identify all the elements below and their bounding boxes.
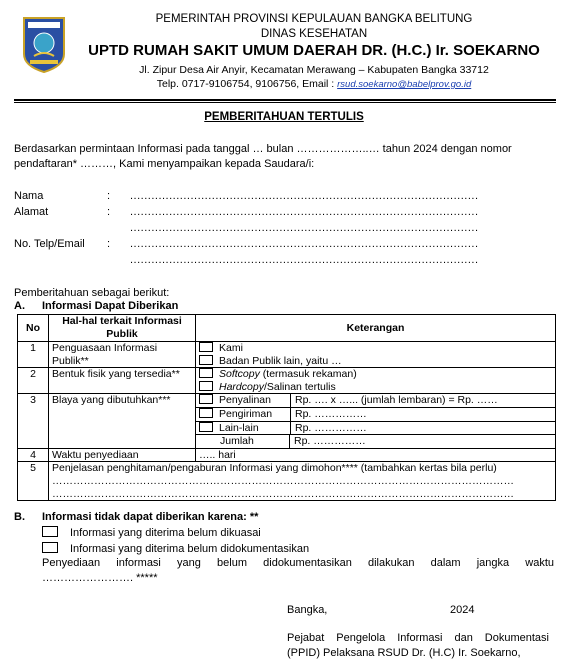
intro-line-2: pendaftaran* ………, Kami menyampaikan kepada Saudara/i: — [14, 158, 315, 170]
field-nama-dots[interactable]: .................................................................................................. — [130, 190, 479, 202]
field-telp-dots-1[interactable]: .................................................................................................. — [130, 238, 479, 250]
sign-line-1: Pejabat Pengelola Informasi dan Dokumentasi — [287, 632, 549, 644]
field-nama-colon: : — [107, 190, 111, 202]
checkbox-badan-publik-lain[interactable] — [199, 355, 213, 365]
row-2-softcopy: Softcopy — [219, 368, 260, 381]
checkbox-softcopy[interactable] — [199, 368, 213, 378]
row-5-cell — [49, 462, 556, 501]
table-head-ket: Keterangan — [196, 315, 556, 342]
cost-row-jumlah — [196, 435, 555, 448]
section-b-text-2: ……………………. ***** — [42, 572, 158, 584]
field-telp-label: No. Telp/Email — [14, 238, 85, 250]
row-3-hal: Blaya yang dibutuhkan*** — [49, 394, 196, 448]
section-a-title: Informasi Dapat Diberikan — [42, 300, 179, 312]
section-b-option-1 — [42, 526, 261, 539]
row-1-ket — [196, 342, 556, 368]
row-1-option-2-label: Badan Publik lain, yaitu … — [219, 354, 342, 367]
field-alamat-dots-2[interactable]: .................................................................................................. — [130, 222, 479, 234]
row-3-no: 3 — [18, 394, 49, 448]
cost-value-penyalinan: Rp. …. x …... (jumlah lembaran) = Rp. …… — [295, 394, 498, 407]
checkbox-hardcopy[interactable] — [199, 381, 213, 391]
header-rule-thin — [14, 102, 556, 103]
header-phone: Telp. 0717-9106754, 9106756, Email : — [156, 78, 335, 90]
row-5-no: 5 — [18, 462, 49, 501]
field-telp-colon: : — [107, 238, 111, 250]
cost-value-pengiriman: Rp. …………… — [295, 407, 367, 420]
section-a-letter: A. — [14, 300, 25, 312]
section-b-title: Informasi tidak dapat diberikan karena: ** — [42, 511, 259, 523]
field-alamat-label: Alamat — [14, 206, 49, 218]
cost-label-jumlah: Jumlah — [196, 435, 290, 448]
cost-value-lain-lain: Rp. …………… — [295, 421, 367, 434]
field-alamat-dots-1[interactable]: .................................................................................................. — [130, 206, 479, 218]
table-row — [18, 368, 556, 394]
row-4-hal: Waktu penyediaan — [49, 448, 196, 462]
header-contact — [60, 78, 568, 90]
row-5-text: Penjelasan penghitaman/pengaburan Informasi yang dimohon**** (tambahkan kertas bila perlu) — [52, 462, 497, 475]
checkbox-pengiriman[interactable] — [199, 408, 213, 418]
checkbox-kami[interactable] — [199, 342, 213, 352]
row-2-option-1 — [199, 368, 552, 381]
cost-row-penyalinan — [196, 394, 555, 408]
row-2-hal: Bentuk fisik yang tersedia** — [49, 368, 196, 394]
row-1-hal: Penguasaan Informasi Publik** — [49, 342, 196, 368]
row-1-option-2 — [199, 355, 552, 368]
row-5-dots-2[interactable]: …………………………………………………………………………………………………………………… — [52, 487, 514, 500]
row-2-softcopy-note: (termasuk rekaman) — [259, 368, 357, 381]
field-alamat-colon: : — [107, 206, 111, 218]
checkbox-belum-didokumentasikan[interactable] — [42, 542, 58, 553]
row-2-hardcopy-note: /Salinan tertulis — [263, 380, 336, 393]
intro-line-1: Berdasarkan permintaan Informasi pada tanggal … bulan ………………..… tahun 2024 dengan nomor — [14, 143, 512, 155]
table-row — [18, 394, 556, 448]
row-2-ket — [196, 368, 556, 394]
checkbox-penyalinan[interactable] — [199, 394, 213, 404]
table-row — [18, 448, 556, 462]
cost-label-lain-lain: Lain-lain — [219, 421, 259, 434]
table-row — [18, 462, 556, 501]
header-government: PEMERINTAH PROVINSI KEPULAUAN BANGKA BELITUNG — [155, 13, 473, 25]
cost-value-jumlah: Rp. …………… — [294, 435, 366, 448]
section-b-letter: B. — [14, 511, 25, 523]
info-table — [17, 314, 556, 501]
row-1-option-1 — [199, 342, 552, 355]
section-b-option-2-label: Informasi yang diterima belum didokumentasikan — [70, 543, 310, 555]
row-4-no: 4 — [18, 448, 49, 462]
section-b-text-1: Penyediaan informasi yang belum didokumentasikan dilakukan dalam jangka waktu — [42, 557, 554, 569]
row-5-dots-1[interactable]: …………………………………………………………………………………………………………………… — [52, 474, 514, 487]
field-telp-dots-2[interactable]: .................................................................................................. — [130, 254, 479, 266]
cost-label-pengiriman: Pengiriman — [219, 407, 273, 420]
header-department: DINAS KESEHATAN — [260, 28, 368, 40]
row-2-no: 2 — [18, 368, 49, 394]
row-1-no: 1 — [18, 342, 49, 368]
table-head-hal: Hal-hal terkait Informasi Publik — [49, 315, 196, 342]
row-2-hardcopy: Hardcopy — [219, 380, 264, 393]
notice-intro: Pemberitahuan sebagai berikut: — [14, 287, 170, 299]
cost-row-lain-lain — [196, 422, 555, 436]
sign-line-2: (PPID) Pelaksana RSUD Dr. (H.C) Ir. Soekarno, — [287, 647, 521, 659]
sign-year: 2024 — [450, 604, 475, 616]
table-header-row — [18, 315, 556, 342]
row-3-ket — [196, 394, 556, 448]
table-head-no: No — [18, 315, 49, 342]
header-email-link[interactable]: rsud.soekarno@babelprov.go.id — [337, 79, 472, 90]
checkbox-belum-dikuasai[interactable] — [42, 526, 58, 537]
header-rule-thick — [14, 99, 556, 101]
section-b-option-2 — [42, 542, 309, 555]
row-2-option-2 — [199, 381, 552, 394]
section-b-option-1-label: Informasi yang diterima belum dikuasai — [70, 527, 261, 539]
table-row — [18, 342, 556, 368]
cost-label-penyalinan: Penyalinan — [219, 394, 271, 407]
field-nama-label: Nama — [14, 190, 44, 202]
cost-row-pengiriman — [196, 408, 555, 422]
row-1-option-1-label: Kami — [219, 342, 243, 354]
row-4-value: ….. hari — [196, 448, 556, 462]
checkbox-lain-lain[interactable] — [199, 422, 213, 432]
header-address: Jl. Zipur Desa Air Anyir, Kecamatan Merawang – Kabupaten Bangka 33712 — [139, 64, 489, 76]
sign-place: Bangka, — [287, 604, 328, 616]
header-institution: UPTD RUMAH SAKIT UMUM DAERAH DR. (H.C.) Ir. SOEKARNO — [88, 42, 540, 59]
page-title: PEMBERITAHUAN TERTULIS — [204, 111, 364, 123]
